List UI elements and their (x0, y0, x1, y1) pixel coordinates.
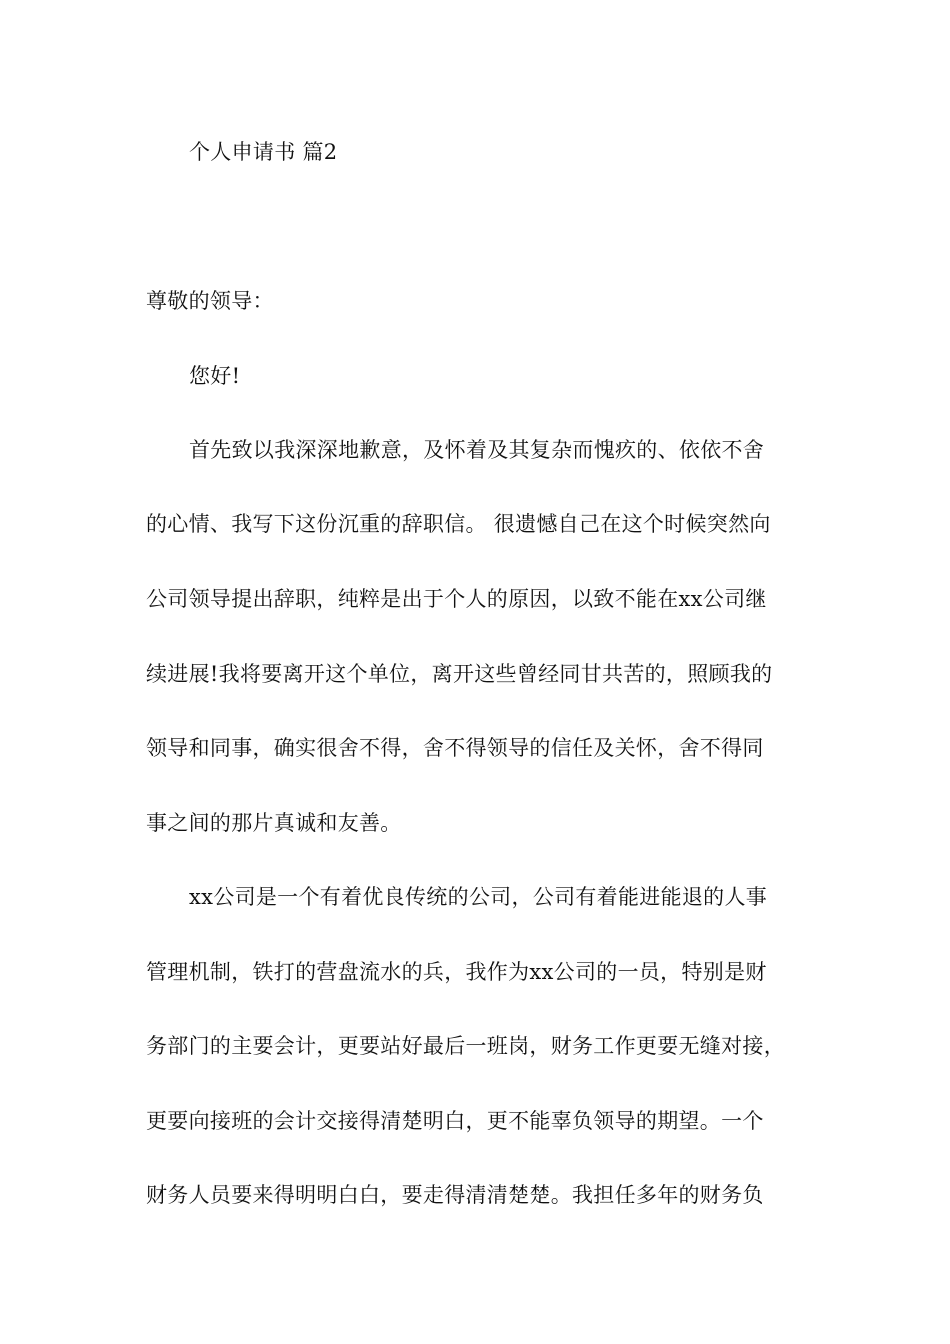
body-line: 更要向接班的会计交接得清楚明白，更不能辜负领导的期望。一个 (146, 1109, 764, 1133)
salutation: 尊敬的领导： (146, 289, 274, 313)
greeting: 您好! (189, 364, 241, 388)
body-line: 领导和同事，确实很舍不得，舍不得领导的信任及关怀，舍不得同 (146, 736, 764, 760)
body-line: 务部门的主要会计，更要站好最后一班岗，财务工作更要无缝对接， (146, 1034, 785, 1058)
body-line: 续进展!我将要离开这个单位，离开这些曾经同甘共苦的，照顾我的 (146, 662, 773, 686)
body-line: 的心情、我写下这份沉重的辞职信。 很遗憾自己在这个时候突然向 (146, 512, 771, 536)
body-line: 事之间的那片真诚和友善。 (146, 811, 402, 835)
body-line: 财务人员要来得明明白白，要走得清清楚楚。我担任多年的财务负 (146, 1183, 764, 1207)
body-line: xx公司是一个有着优良传统的公司，公司有着能进能退的人事 (189, 885, 768, 909)
body-line: 管理机制，铁打的营盘流水的兵，我作为xx公司的一员，特别是财 (146, 960, 767, 984)
body-line: 公司领导提出辞职，纯粹是出于个人的原因，以致不能在xx公司继 (146, 587, 767, 611)
body-line: 首先致以我深深地歉意，及怀着及其复杂而愧疚的、依依不舍 (189, 438, 765, 462)
document-heading: 个人申请书 篇2 (189, 140, 338, 164)
